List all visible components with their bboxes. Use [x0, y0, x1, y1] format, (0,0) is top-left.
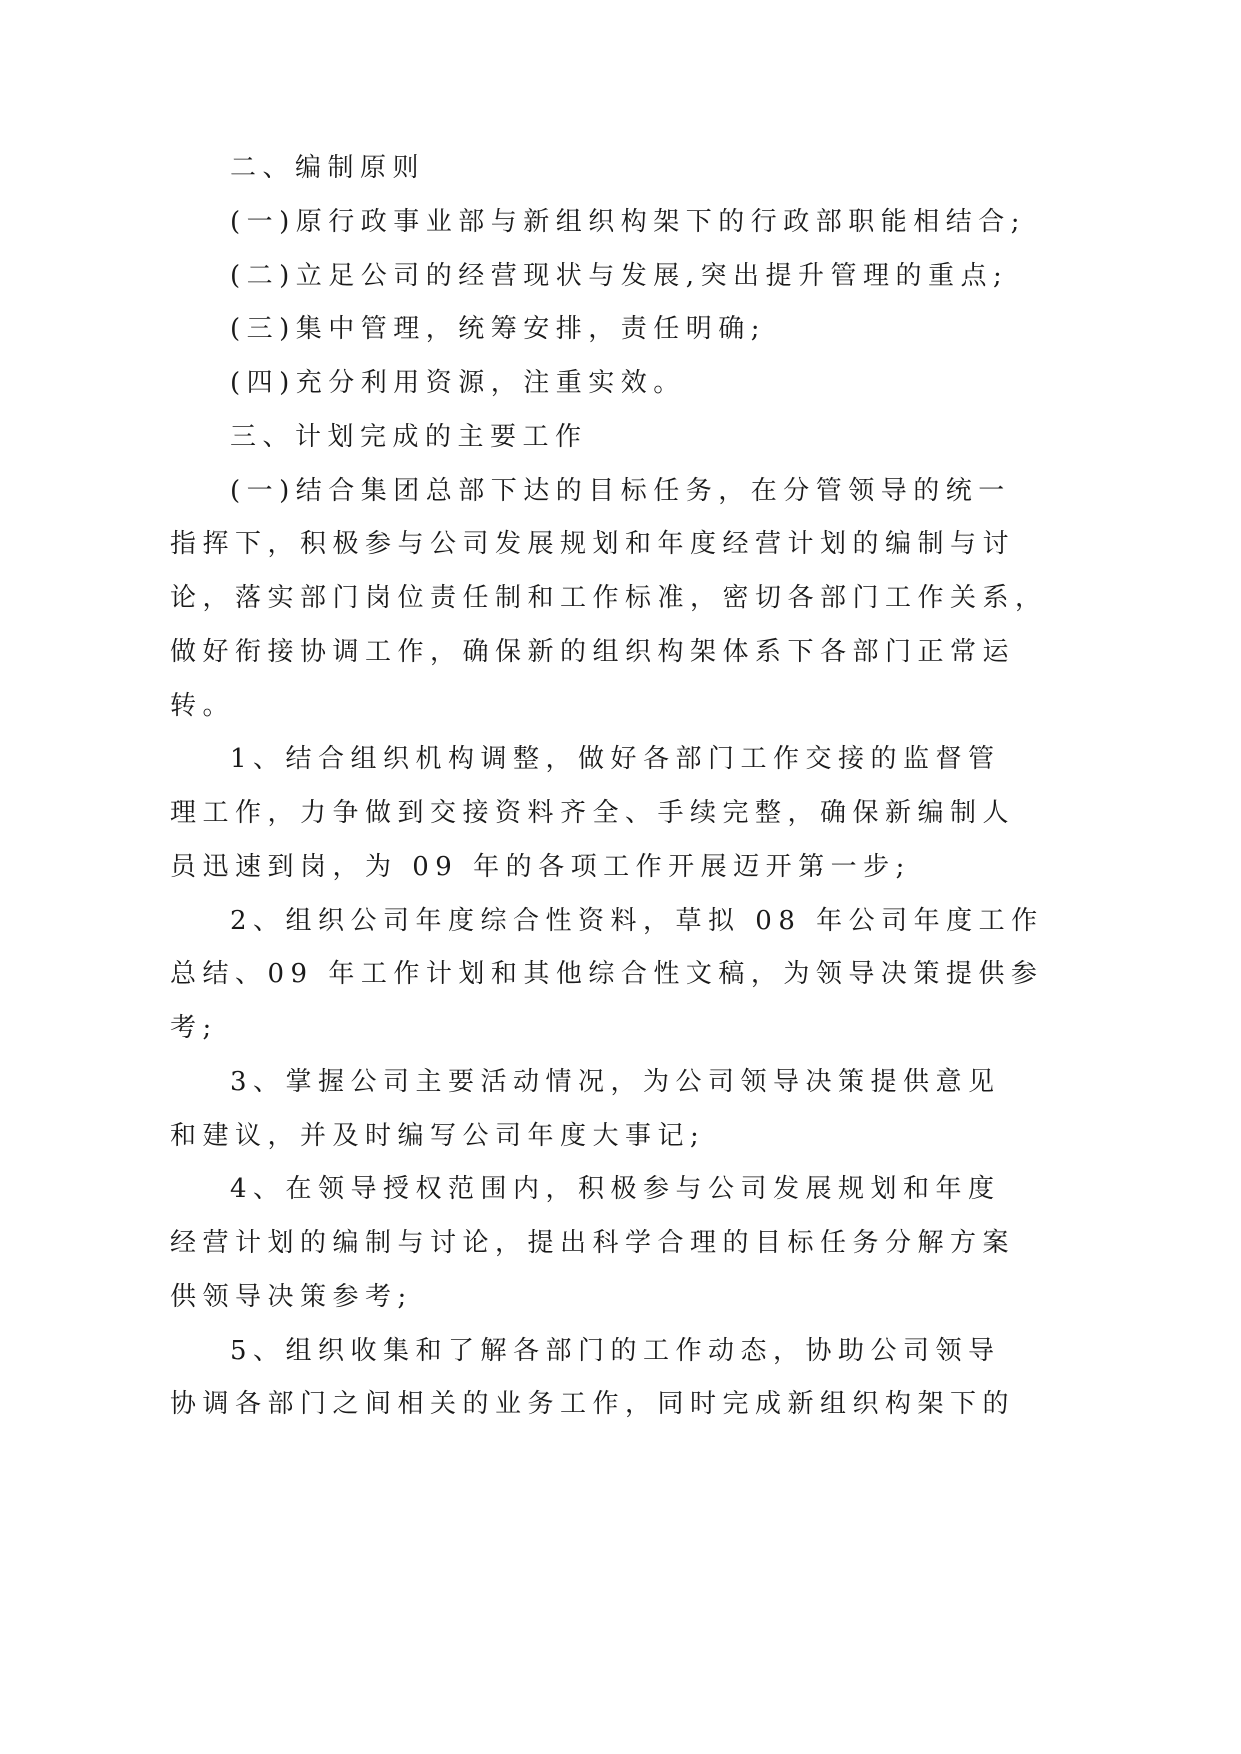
paragraph-line: 和建议，并及时编写公司年度大事记; — [170, 1120, 706, 1151]
paragraph-line: 经营计划的编制与讨论，提出科学合理的目标任务分解方案 — [170, 1228, 1016, 1258]
paragraph-line: 4、在领导授权范围内，积极参与公司发展规划和年度 — [230, 1174, 1001, 1205]
paragraph-line: 转。 — [170, 690, 236, 721]
paragraph-line: (二)立足公司的经营现状与发展,突出提升管理的重点; — [230, 260, 1009, 291]
paragraph-line: 理工作，力争做到交接资料齐全、手续完整，确保新编制人 — [170, 798, 1016, 828]
paragraph-line: 1、结合组织机构调整，做好各部门工作交接的监督管 — [230, 744, 1001, 775]
paragraph-line: 3、掌握公司主要活动情况，为公司领导决策提供意见 — [230, 1066, 1001, 1097]
paragraph-line: (四)充分利用资源，注重实效。 — [230, 368, 686, 398]
paragraph-line: 5、组织收集和了解各部门的工作动态，协助公司领导 — [230, 1335, 1001, 1366]
paragraph-line: 做好衔接协调工作，确保新的组织构架体系下各部门正常运 — [170, 636, 1016, 667]
section-heading-main-work: 三、计划完成的主要工作 — [230, 421, 588, 452]
paragraph-line: 指挥下，积极参与公司发展规划和年度经营计划的编制与讨 — [170, 529, 1016, 560]
paragraph-line: 论，落实部门岗位责任制和工作标准，密切各部门工作关系， — [170, 583, 1048, 613]
paragraph-line: (三)集中管理，统筹安排，责任明确; — [230, 314, 767, 345]
document-body — [170, 142, 1048, 1432]
paragraph-line: 员迅速到岗，为 09 年的各项工作开展迈开第一步; — [170, 851, 911, 882]
paragraph-line: 考; — [170, 1013, 218, 1043]
paragraph-line: (一)原行政事业部与新组织构架下的行政部职能相结合; — [230, 206, 1027, 237]
section-heading-principles: 二、编制原则 — [230, 153, 426, 183]
paragraph-line: 2、组织公司年度综合性资料，草拟 08 年公司年度工作 — [230, 905, 1044, 936]
paragraph-line: 总结、09 年工作计划和其他综合性文稿，为领导决策提供参 — [170, 959, 1044, 990]
paragraph-line: (一)结合集团总部下达的目标任务，在分管领导的统一 — [230, 475, 1011, 506]
paragraph-line: 协调各部门之间相关的业务工作，同时完成新组织构架下的 — [170, 1389, 1016, 1420]
paragraph-line: 供领导决策参考; — [170, 1281, 413, 1312]
